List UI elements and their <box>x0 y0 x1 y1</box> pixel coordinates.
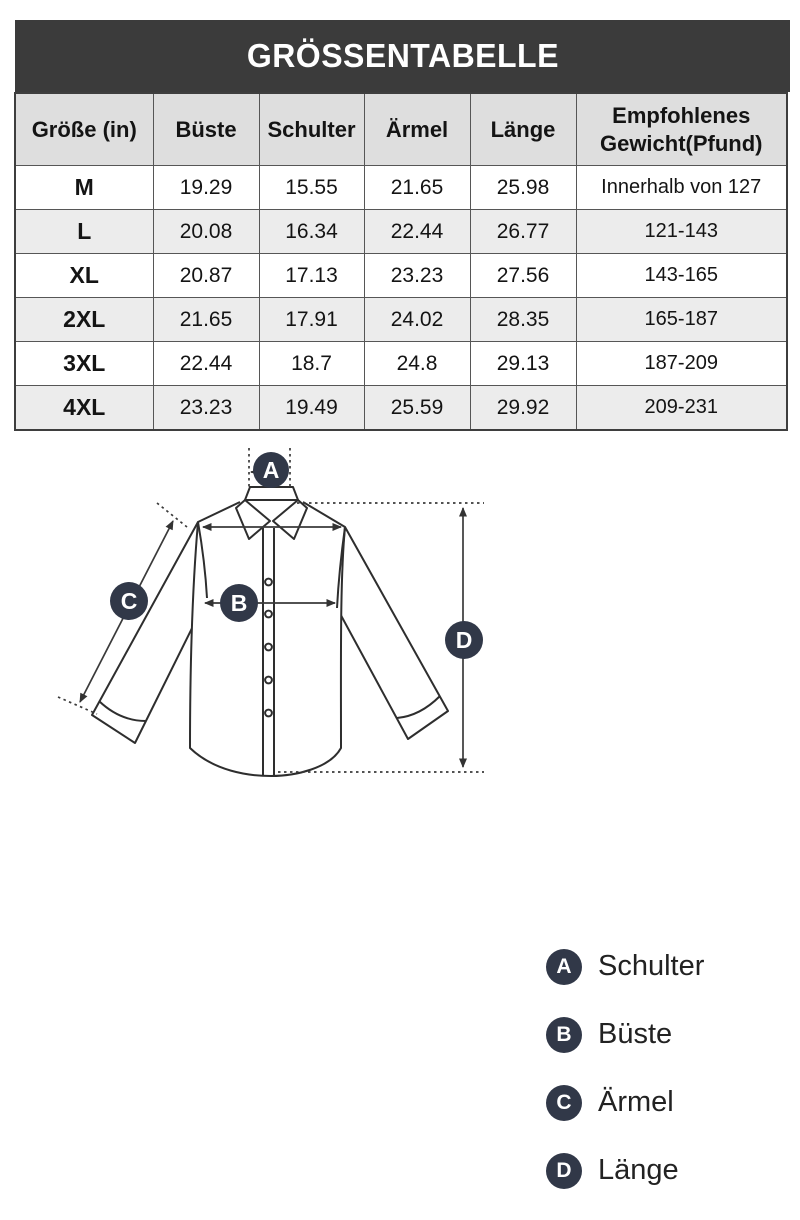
table-cell: 17.13 <box>259 254 364 298</box>
badge-d <box>445 621 483 659</box>
table-cell-size: 2XL <box>15 298 153 342</box>
table-cell-weight: 187-209 <box>576 342 787 386</box>
table-cell: 23.23 <box>153 386 259 431</box>
table-cell-weight: 121-143 <box>576 210 787 254</box>
badge-d-letter: D <box>455 627 473 653</box>
title-bar <box>15 20 790 92</box>
table-cell: 22.44 <box>364 210 470 254</box>
legend-badge-b-icon: B <box>546 1017 582 1053</box>
size-table <box>14 92 788 431</box>
table-cell-size: M <box>15 166 153 210</box>
table-cell: 29.13 <box>470 342 576 386</box>
table-cell: 20.08 <box>153 210 259 254</box>
table-cell: 24.02 <box>364 298 470 342</box>
table-cell: 25.98 <box>470 166 576 210</box>
table-row <box>15 166 787 210</box>
shirt-body <box>190 522 345 776</box>
legend-label: Länge <box>598 1154 679 1186</box>
table-row <box>15 254 787 298</box>
table-cell: 15.55 <box>259 166 364 210</box>
table-cell-weight: 143-165 <box>576 254 787 298</box>
legend-label: Schulter <box>598 950 705 982</box>
badge-b-letter: B <box>230 590 248 616</box>
badge-c-letter: C <box>120 588 138 614</box>
legend-badge-a-icon: A <box>546 949 582 985</box>
table-cell: 26.77 <box>470 210 576 254</box>
table-cell-size: XL <box>15 254 153 298</box>
badge-b <box>220 584 258 622</box>
table-cell: 24.8 <box>364 342 470 386</box>
legend-label: Ärmel <box>598 1086 674 1118</box>
table-header-row <box>15 93 787 166</box>
badge-a <box>253 452 289 488</box>
table-cell: 21.65 <box>364 166 470 210</box>
table-cell: 23.23 <box>364 254 470 298</box>
header-shoulder: Schulter <box>259 93 364 166</box>
measurement-legend <box>546 948 704 1220</box>
header-bust: Büste <box>153 93 259 166</box>
legend-badge-d-icon: D <box>546 1153 582 1189</box>
right-sleeve <box>337 527 448 739</box>
left-shoulder-seam <box>198 502 240 522</box>
table-cell-size: 3XL <box>15 342 153 386</box>
table-cell: 20.87 <box>153 254 259 298</box>
table-cell-size: L <box>15 210 153 254</box>
table-cell: 17.91 <box>259 298 364 342</box>
table-cell: 16.34 <box>259 210 364 254</box>
table-cell: 21.65 <box>153 298 259 342</box>
table-row <box>15 210 787 254</box>
collar-band <box>245 487 298 500</box>
header-weight: Empfohlenes Gewicht(Pfund) <box>576 93 787 166</box>
table-cell-size: 4XL <box>15 386 153 431</box>
legend-item-shoulder <box>546 948 704 985</box>
table-row <box>15 298 787 342</box>
header-length: Länge <box>470 93 576 166</box>
table-row <box>15 342 787 386</box>
header-size: Größe (in) <box>15 93 153 166</box>
table-cell-weight: Innerhalb von 127 <box>576 166 787 210</box>
table-cell: 19.49 <box>259 386 364 431</box>
badge-c <box>110 582 148 620</box>
legend-label: Büste <box>598 1018 673 1050</box>
table-cell: 27.56 <box>470 254 576 298</box>
legend-badge-c-icon: C <box>546 1085 582 1121</box>
table-cell: 18.7 <box>259 342 364 386</box>
table-cell: 25.59 <box>364 386 470 431</box>
badge-a-letter: A <box>262 457 280 483</box>
table-cell: 29.92 <box>470 386 576 431</box>
measurement-diagram <box>0 440 800 1186</box>
sleeve-guide-line <box>58 697 97 714</box>
table-cell-weight: 209-231 <box>576 386 787 431</box>
table-cell-weight: 165-187 <box>576 298 787 342</box>
legend-item-sleeve <box>546 1084 704 1121</box>
shirt-diagram-icon <box>0 440 520 800</box>
page-title: GRÖSSENTABELLE <box>246 37 559 74</box>
table-row <box>15 386 787 431</box>
table-cell: 28.35 <box>470 298 576 342</box>
right-shoulder-seam <box>303 502 345 527</box>
header-sleeve: Ärmel <box>364 93 470 166</box>
table-cell: 22.44 <box>153 342 259 386</box>
legend-item-length <box>546 1152 704 1189</box>
table-cell: 19.29 <box>153 166 259 210</box>
legend-item-bust <box>546 1016 704 1053</box>
